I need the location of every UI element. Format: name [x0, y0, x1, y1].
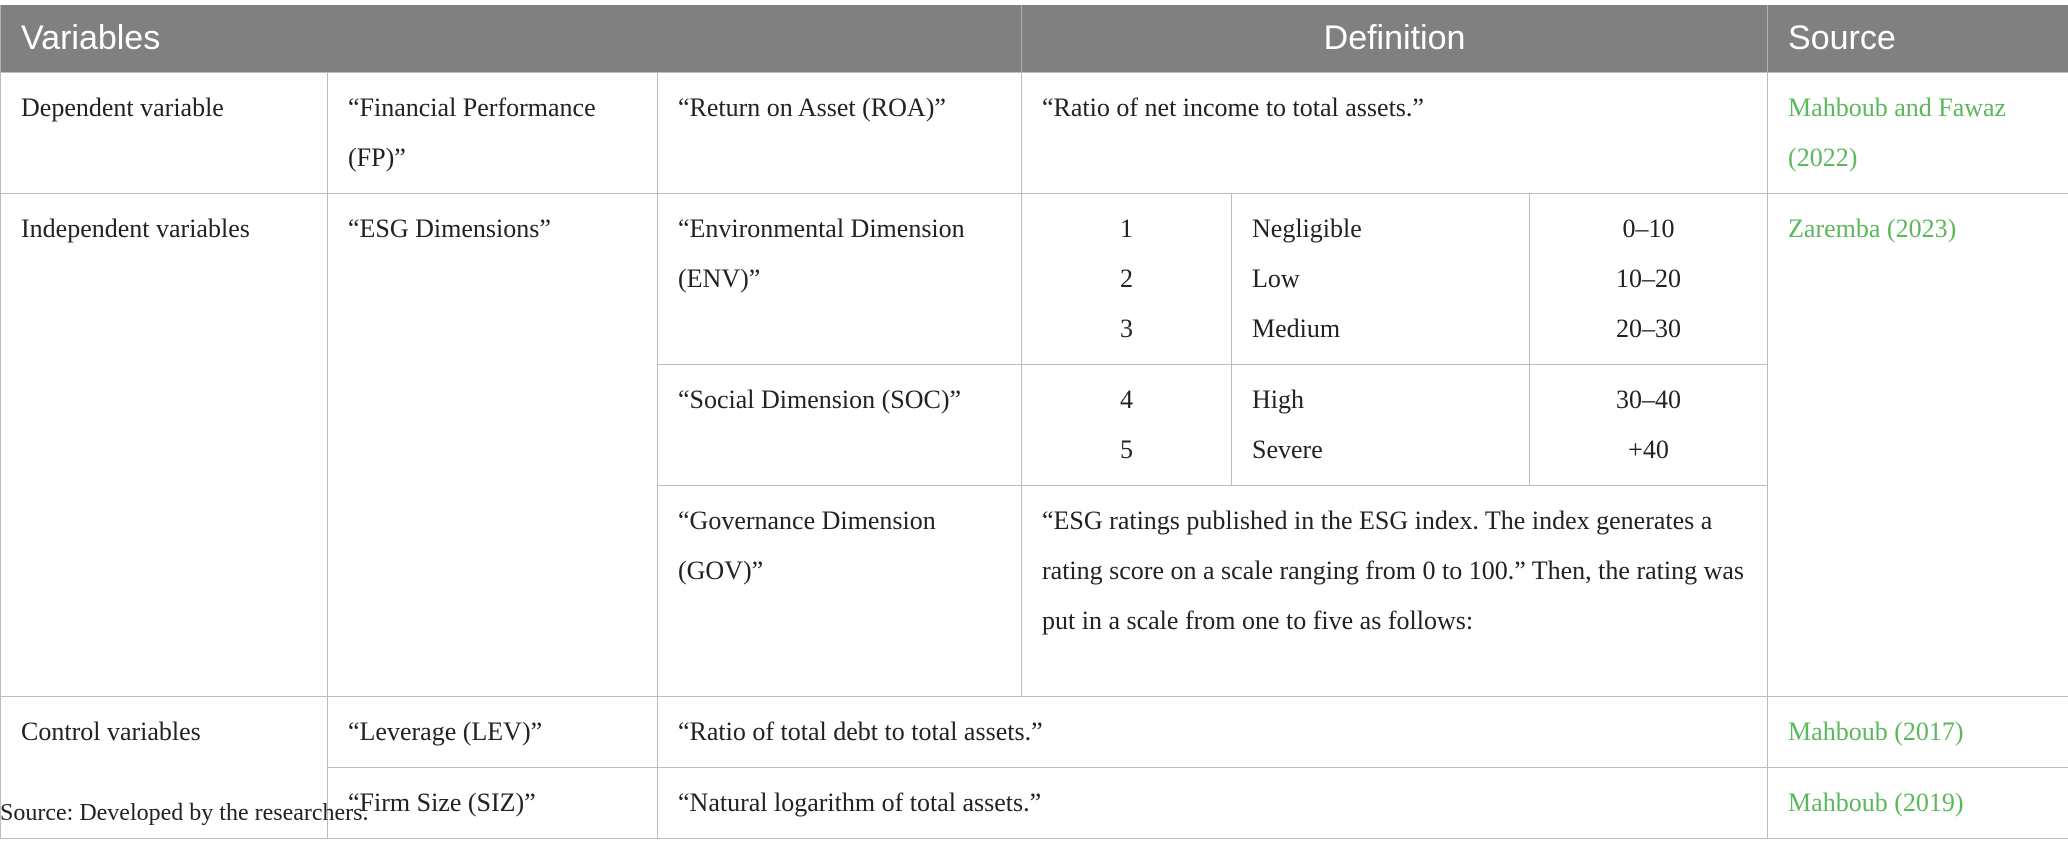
variables-table-container — [0, 5, 2068, 839]
definition-firm-size: “Natural logarithm of total assets.” — [658, 768, 1768, 839]
table-row-dependent — [1, 73, 2068, 194]
source-link-mahboub-2019[interactable]: Mahboub (2019) — [1768, 768, 2068, 839]
measure-roa: “Return on Asset (ROA)” — [658, 73, 1022, 194]
construct-esg-dimensions: “ESG Dimensions” — [328, 194, 658, 697]
scale-level: Severe — [1252, 435, 1323, 464]
scale-range: 20–30 — [1616, 314, 1682, 343]
scale-range: +40 — [1628, 435, 1669, 464]
scale-env-numbers — [1022, 194, 1232, 365]
scale-env-ranges — [1530, 194, 1768, 365]
header-variables: Variables — [1, 5, 1022, 73]
scale-soc-ranges — [1530, 365, 1768, 486]
scale-number: 5 — [1120, 435, 1133, 464]
scale-number: 2 — [1120, 264, 1133, 293]
construct-leverage: “Leverage (LEV)” — [328, 697, 658, 768]
scale-range: 30–40 — [1616, 385, 1682, 414]
table-row-lev — [1, 697, 2068, 768]
scale-level: High — [1252, 385, 1304, 414]
scale-number: 1 — [1120, 214, 1133, 243]
source-link-mahboub-2017[interactable]: Mahboub (2017) — [1768, 697, 2068, 768]
category-independent: Independent variables — [1, 194, 328, 697]
variables-table — [0, 5, 2068, 839]
table-row-env — [1, 194, 2068, 365]
scale-level: Negligible — [1252, 214, 1362, 243]
measure-soc: “Social Dimension (SOC)” — [658, 365, 1022, 486]
definition-esg-rating: “ESG ratings published in the ESG index. The index generates a rating score on a scale ranging from 0 to 100.” Then, the rating was put in a scale from one to five as follows: — [1022, 486, 1768, 697]
scale-level: Low — [1252, 264, 1300, 293]
measure-env: “Environmental Dimension (ENV)” — [658, 194, 1022, 365]
scale-level: Medium — [1252, 314, 1341, 343]
category-dependent: Dependent variable — [1, 73, 328, 194]
scale-number: 3 — [1120, 314, 1133, 343]
construct-firm-size: “Firm Size (SIZ)” — [328, 768, 658, 839]
definition-roa: “Ratio of net income to total assets.” — [1022, 73, 1768, 194]
construct-financial-performance: “Financial Performance (FP)” — [328, 73, 658, 194]
header-definition: Definition — [1022, 5, 1768, 73]
scale-number: 4 — [1120, 385, 1133, 414]
scale-range: 0–10 — [1622, 214, 1675, 243]
scale-soc-numbers — [1022, 365, 1232, 486]
scale-soc-levels — [1232, 365, 1530, 486]
measure-gov: “Governance Dimension (GOV)” — [658, 486, 1022, 697]
scale-range: 10–20 — [1616, 264, 1682, 293]
definition-leverage: “Ratio of total debt to total assets.” — [658, 697, 1768, 768]
table-header-row — [1, 5, 2068, 73]
category-control: Control variables — [1, 697, 328, 839]
table-footnote: Source: Developed by the researchers. — [0, 800, 369, 826]
source-link-mahboub-fawaz[interactable]: Mahboub and Fawaz (2022) — [1768, 73, 2068, 194]
header-source: Source — [1768, 5, 2068, 73]
source-link-zaremba[interactable]: Zaremba (2023) — [1768, 194, 2068, 697]
scale-env-levels — [1232, 194, 1530, 365]
